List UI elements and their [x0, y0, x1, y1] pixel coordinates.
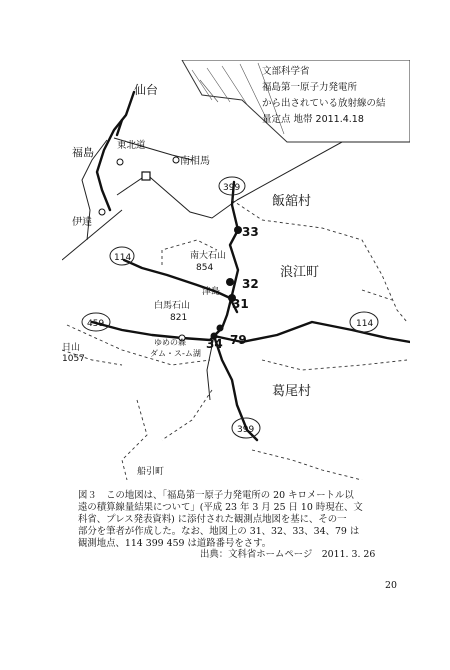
place-date: 伊達 [72, 217, 92, 228]
point-34-label: 34 [206, 337, 223, 351]
caption-line: 観測地点、114 399 459 は道路番号をさす。 [78, 538, 272, 549]
place-minamitosayama-elev: 854 [196, 263, 214, 273]
place-funahiki: 船引町 [137, 467, 165, 477]
place-tsushima: 津島 [202, 287, 221, 297]
point-32-label: 32 [242, 277, 259, 291]
route-114-label: 114 [114, 253, 132, 263]
route-459-label: 459 [87, 319, 105, 329]
caption-line: 科省、プレス発表資料) に添付された観測点地図を基に、その一 [78, 514, 347, 525]
place-iitate: 飯舘村 [272, 194, 312, 209]
point-31-label: 31 [232, 297, 249, 311]
note-line: から出されている放射線の結 [262, 98, 386, 109]
place-sendai: 仙台 [134, 83, 159, 97]
route-399-south-label: 399 [237, 425, 255, 435]
note-line: 文部科学省 [262, 66, 310, 77]
caption-line: 遠の積算線量結果について」(平成 23 年 3 月 25 日 10 時現在、文 [78, 502, 363, 513]
figure-caption [78, 490, 418, 550]
point-33-label: 33 [242, 225, 259, 239]
place-minamitosayama: 南大石山 [190, 251, 227, 261]
note-line: 量定点 地帯 2011.4.18 [262, 114, 364, 125]
map-note [262, 65, 386, 125]
caption-line: 部分を筆者が作成した。なお、地図上の 31、32、33、34、79 は [78, 526, 360, 537]
place-shirokinoyama: 白馬石山 [154, 301, 191, 311]
place-hiyama-elev: 1057 [62, 354, 85, 364]
place-shirokinoyama-elev: 821 [170, 313, 188, 323]
place-hiyama: 日山 [62, 343, 81, 353]
route-114-east-label: 114 [356, 319, 374, 329]
hand-drawn-map [62, 60, 410, 480]
place-namie: 浪江町 [280, 265, 320, 280]
point-79-label: 79 [230, 333, 247, 347]
place-dam: ダム・ス-ム湖 [150, 349, 201, 358]
caption-source: 出典：文科省ホームページ 2011. 3. 26 [200, 549, 376, 560]
place-fukushima: 福島 [72, 146, 94, 159]
place-tohoku-expressway: 東北道 [117, 140, 146, 151]
place-katsurao: 葛尾村 [272, 384, 312, 399]
page-number: 20 [385, 580, 397, 591]
route-399-label: 399 [223, 183, 241, 193]
caption-line: 図３ この地図は、「福島第一原子力発電所の 20 キロメートル以 [78, 490, 354, 501]
place-yumenomori: ゆめの森 [154, 338, 186, 347]
place-minamisoma: 南相馬 [180, 156, 210, 167]
note-line: 福島第一原子力発電所 [262, 82, 358, 93]
